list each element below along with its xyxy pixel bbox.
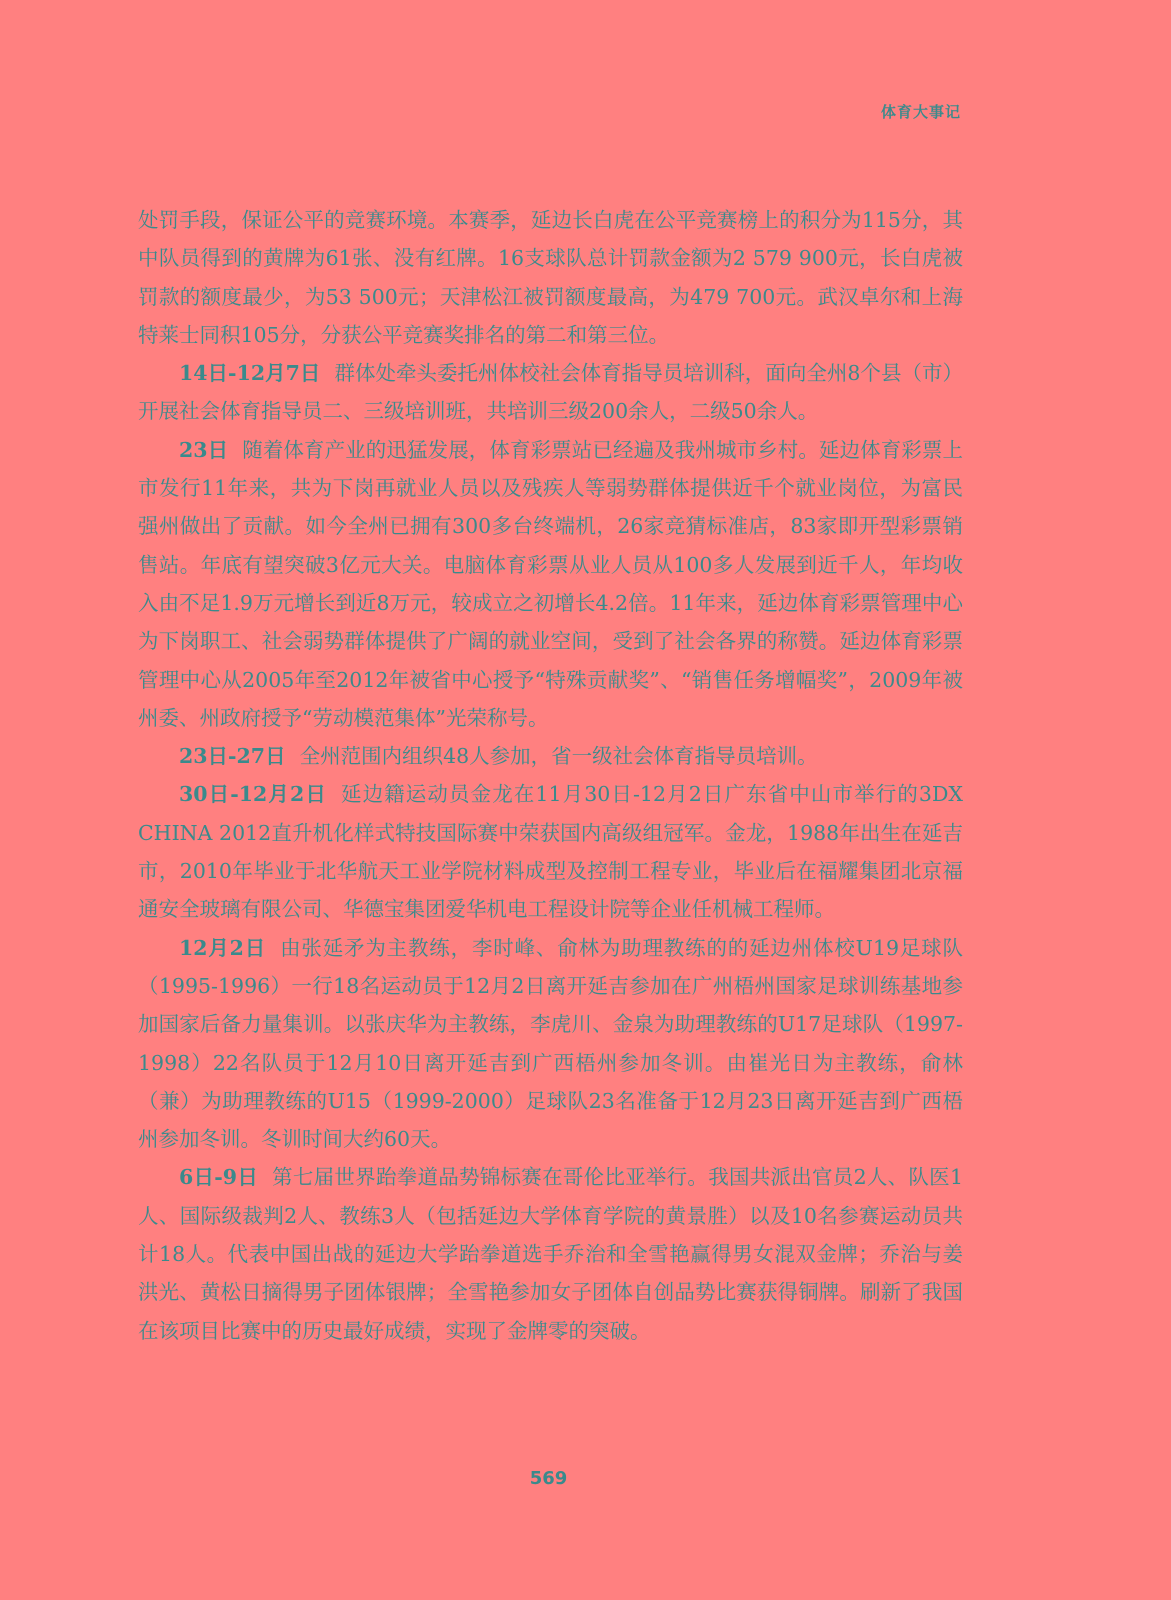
document-body	[138, 201, 963, 1350]
entry-text: 由张延矛为主教练，李时峰、俞林为助理教练的的延边州体校U19足球队（1995-1996）一行18名运动员于12月2日离开延吉参加在广州梧州国家足球训练基地参加国家后备力量集训。以张庆华为主教练，李虎川、金泉为助理教练的U17足球队（1997-1998）22名队员于12月10日离开延吉到广西梧州参加冬训。由崔光日为主教练，俞林（兼）为助理教练的U15（1999-2000）足球队23名准备于12月23日离开延吉到广西梧州参加冬训。冬训时间大约60天。	[138, 935, 963, 1152]
paragraph-text: 处罚手段，保证公平的竞赛环境。本赛季，延边长白虎在公平竞赛榜上的积分为115分，其中队员得到的黄牌为61张、没有红牌。16支球队总计罚款金额为2 579 900元，长白虎被罚款的额度最少，为53 500元；天津松江被罚额度最高，为479 700元。武汉卓尔和上海特莱士同积105分，分获公平竞赛奖排名的第二和第三位。	[138, 208, 963, 347]
entry-date: 12月2日	[179, 935, 267, 960]
entry-paragraph	[138, 354, 963, 431]
entry-paragraph	[138, 929, 963, 1159]
entry-paragraph	[138, 1158, 963, 1349]
entry-text: 群体处牵头委托州体校社会体育指导员培训科，面向全州8个县（市）开展社会体育指导员二、三级培训班，共培训三级200余人，二级50余人。	[138, 361, 963, 424]
paragraph-continuation	[138, 201, 963, 354]
entry-date: 14日-12月7日	[179, 361, 321, 386]
entry-text: 延边籍运动员金龙在11月30日-12月2日广东省中山市举行的3DX CHINA 2012直升机化样式特技国际赛中荣获国内高级组冠军。金龙，1988年出生在延吉市，2010年毕业于北华航天工业学院材料成型及控制工程专业，毕业后在福耀集团北京福通安全玻璃有限公司、华德宝集团爱华机电工程设计院等企业任机械工程师。	[138, 782, 963, 922]
entry-text: 全州范围内组织48人参加，省一级社会体育指导员培训。	[299, 744, 818, 769]
entry-date: 23日	[179, 437, 229, 462]
page-number: 569	[529, 1468, 568, 1489]
entry-text: 随着体育产业的迅猛发展，体育彩票站已经遍及我州城市乡村。延边体育彩票上市发行11年来，共为下岗再就业人员以及残疾人等弱势群体提供近千个就业岗位，为富民强州做出了贡献。如今全州已拥有300多台终端机，26家竞猜标准店，83家即开型彩票销售站。年底有望突破3亿元大关。电脑体育彩票从业人员从100多人发展到近千人，年均收入由不足1.9万元增长到近8万元，较成立之初增长4.2倍。11年来，延边体育彩票管理中心为下岗职工、社会弱势群体提供了广阔的就业空间，受到了社会各界的称赞。延边体育彩票管理中心从2005年至2012年被省中心授予“特殊贡献奖”、“销售任务增幅奖”，2009年被州委、州政府授予“劳动模范集体”光荣称号。	[138, 437, 964, 730]
entry-date: 6日-9日	[179, 1165, 259, 1190]
entry-text: 第七届世界跆拳道品势锦标赛在哥伦比亚举行。我国共派出官员2人、队医1人、国际级裁判2人、教练3人（包括延边大学体育学院的黄景胜）以及10名参赛运动员共计18人。代表中国出战的延边大学跆拳道选手乔治和全雪艳赢得男女混双金牌；乔治与姜洪光、黄松日摘得男子团体银牌；全雪艳参加女子团体自创品势比赛获得铜牌。刷新了我国在该项目比赛中的历史最好成绩，实现了金牌零的突破。	[138, 1165, 963, 1343]
entry-date: 30日-12月2日	[179, 782, 327, 807]
running-header: 体育大事记	[880, 103, 961, 121]
entry-paragraph	[138, 737, 963, 775]
entry-paragraph	[138, 775, 963, 928]
entry-date: 23日-27日	[179, 744, 286, 769]
entry-paragraph	[138, 431, 963, 737]
